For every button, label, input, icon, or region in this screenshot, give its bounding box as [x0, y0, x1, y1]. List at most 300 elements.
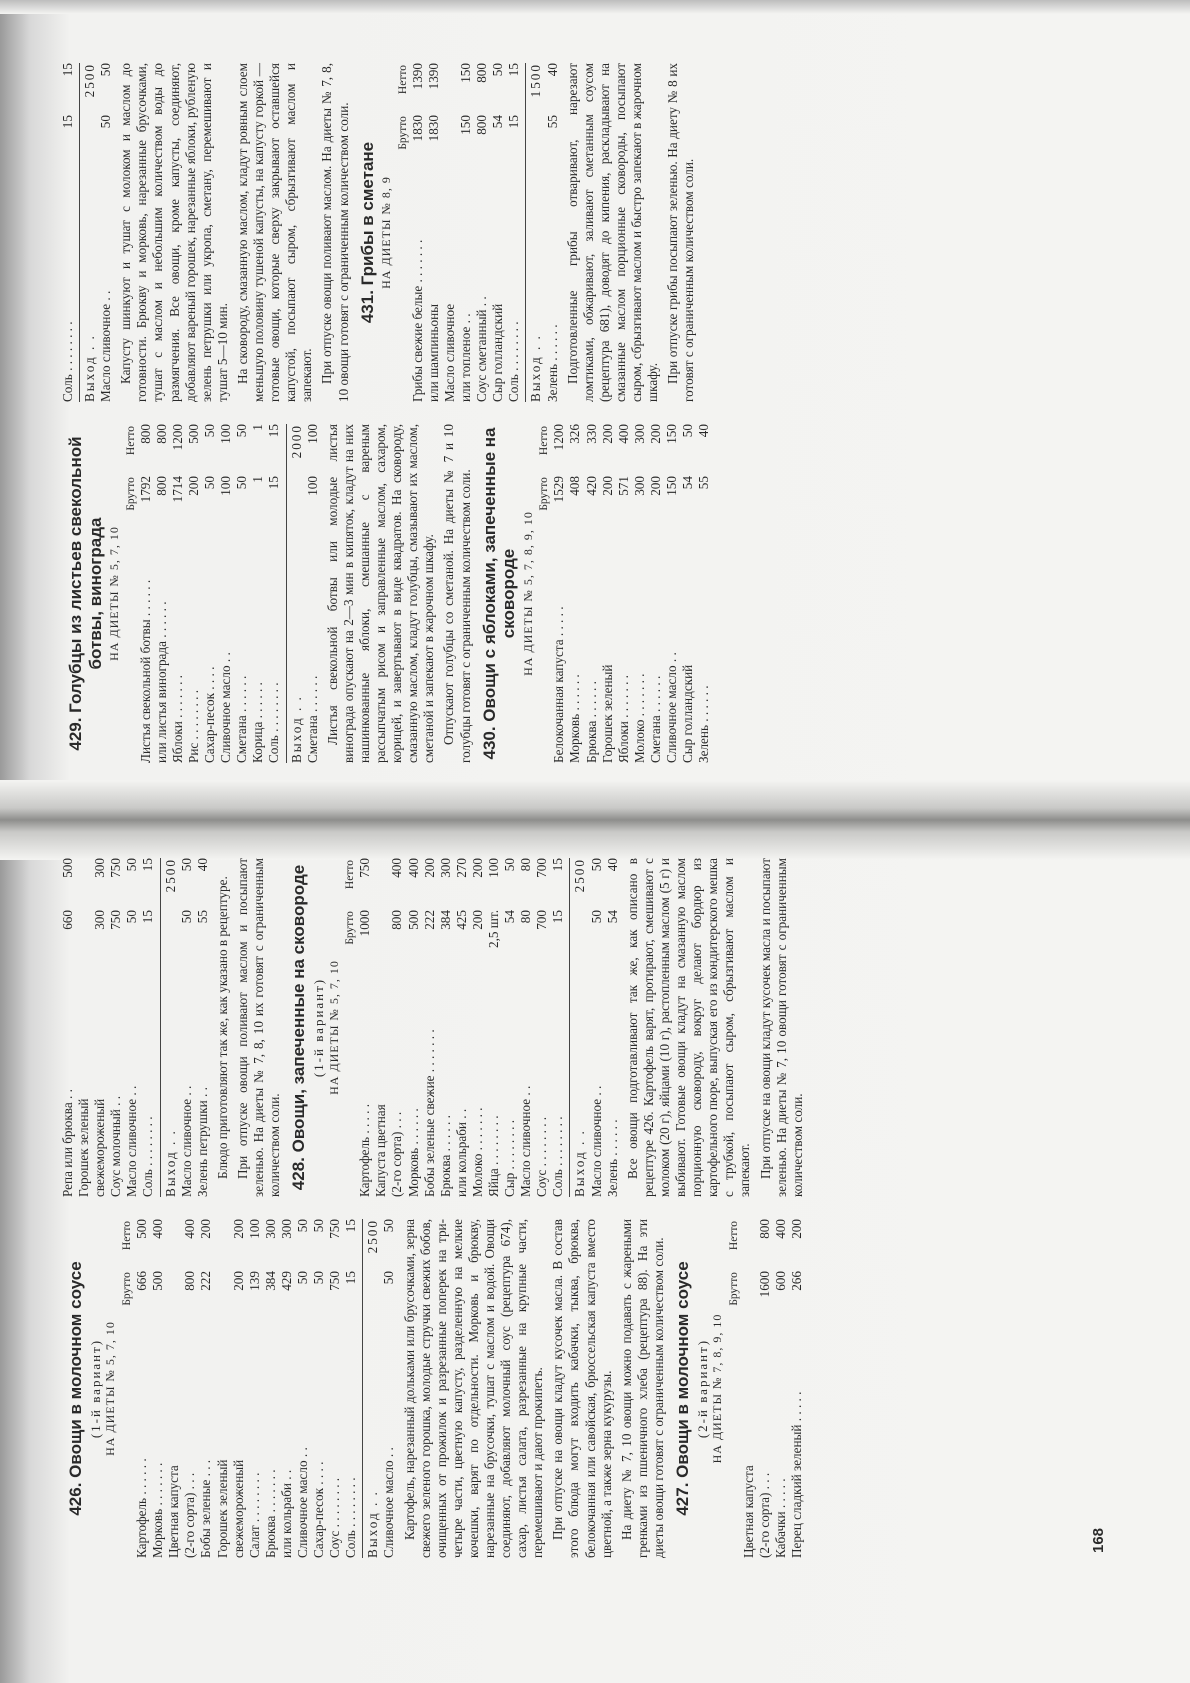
netto-value: 50	[178, 858, 194, 872]
netto-value: 300	[278, 1219, 294, 1239]
netto-value: 200	[421, 858, 437, 878]
ingredient-name: Картофель . . . . . .	[134, 1458, 150, 1558]
output-label: Выход . .	[82, 334, 98, 402]
brutto-value: 1	[250, 476, 266, 483]
ingredient-row	[76, 858, 92, 1197]
netto-value: 800	[474, 63, 490, 83]
netto-value: 330	[583, 424, 599, 444]
recipe-428-table-header	[343, 858, 357, 1197]
brutto-value: 150	[664, 476, 679, 496]
recipe-426-diets: НА ДИЕТЫ № 5, 7, 10	[103, 1321, 118, 1456]
brutto-value: 54	[490, 115, 506, 129]
ingredient-name: свежемороженый	[92, 1098, 108, 1197]
ingredient-row	[327, 1219, 343, 1558]
brutto-value: 15	[550, 910, 566, 924]
brutto-value: 429	[278, 1271, 294, 1291]
ingredient-name: (2-го сорта) . . .	[389, 1111, 405, 1197]
netto-value: 800	[137, 424, 153, 444]
ingredient-row	[422, 858, 438, 1197]
ingredient-row	[632, 424, 648, 763]
netto-value: 15	[343, 1219, 359, 1233]
brutto-value: 800	[153, 476, 169, 496]
recipe-426-text-2: При отпуске на овощи кладут кусочек масла. В состав этого блюда могут входить кабачки, тыква, брюква, белокочанная или савойская, брюссельская капуста вместо цветной, а также зерна кукурузы.	[550, 1219, 614, 1558]
output-label: Выход . .	[528, 334, 544, 402]
brutto-value: 55	[194, 910, 210, 924]
brutto-header: Брутто	[121, 1272, 134, 1306]
recipe-428-diets: НА ДИЕТЫ № 5, 7, 10	[326, 960, 341, 1095]
netto-value: 200	[647, 424, 663, 444]
recipe-427-ingredients-continued	[60, 858, 157, 1197]
recipe-427-table-header	[727, 1219, 741, 1558]
output-label: Выход . .	[288, 695, 304, 763]
brutto-value: 1000	[357, 910, 373, 937]
ingredient-row	[108, 858, 124, 1197]
ingredient-row	[410, 63, 426, 402]
recipe-430-text-3: При отпуске овощи поливают маслом. На диеты № 7, 8, 10 овощи готовят с ограниченным количеством соли.	[319, 63, 351, 402]
ingredient-row	[60, 63, 76, 402]
ingredient-name: Горошек зеленый	[214, 1459, 230, 1558]
ingredient-row	[279, 1219, 295, 1558]
ingredient-name: Грибы свежие белые . . . . . . .	[409, 239, 425, 402]
netto-value: 750	[108, 858, 124, 878]
ingredient-name: Сметана . . . . . .	[647, 675, 663, 763]
brutto-value: 54	[502, 910, 518, 924]
netto-value: 400	[773, 1219, 789, 1239]
brutto-value: 408	[567, 476, 583, 496]
recipe-430-diets: НА ДИЕТЫ № 5, 7, 8, 9, 10	[520, 511, 535, 676]
ingredient-row	[454, 858, 470, 1197]
recipe-426-variant: (1-й вариант)	[87, 1338, 103, 1439]
netto-value: 1390	[409, 63, 425, 90]
brutto-value: 15	[343, 1271, 359, 1285]
netto-value: 1390	[425, 63, 441, 90]
brutto-value: 150	[458, 115, 474, 135]
brutto-value: 1529	[551, 476, 567, 503]
netto-value: 50	[490, 63, 506, 77]
ingredient-name: Масло сливочное . .	[124, 1085, 140, 1197]
right-page-column-1	[60, 424, 1150, 763]
brutto-value: 1830	[425, 115, 441, 142]
ingredient-row	[406, 858, 422, 1197]
netto-value: 40	[544, 63, 560, 77]
recipe-428-variant: (1-й вариант)	[310, 977, 326, 1078]
ingredient-name: Масло сливочное . .	[98, 290, 114, 402]
netto-value: 40	[604, 858, 620, 872]
ingredient-row	[741, 1219, 757, 1558]
ingredient-name: Зелень . . . . . .	[696, 685, 712, 763]
recipe-429-ingredients	[138, 424, 283, 763]
ingredient-row	[357, 858, 373, 1197]
netto-value: 1200	[169, 424, 185, 451]
recipe-429-text-1: Листья свекольной ботвы или молодые листья винограда опускают на 2—3 мин в кипяток, кладут на них нашинкованные яблоки, смешанные с вареным рассыпчатым рисом и заправленные маслом, сахаром, корицей, и завертывают в виде квадратов. На сковороду, смазанную маслом, кладут голубцы, смазывают их маслом, сметаной и запекают в жарочном шкафу.	[324, 424, 437, 763]
right-page-column-2	[60, 63, 1150, 402]
brutto-value: 100	[304, 476, 320, 496]
brutto-value: 600	[773, 1271, 789, 1291]
ingredient-row	[605, 858, 621, 1197]
ingredient-row	[506, 63, 522, 402]
ingredient-name: Морковь . . . . . . .	[150, 1462, 166, 1558]
ingredient-name: Капуста цветная	[373, 1104, 389, 1197]
ingredient-row	[266, 424, 282, 763]
netto-value: 50	[502, 858, 518, 872]
ingredient-name: Масло сливочное . .	[518, 1085, 534, 1197]
ingredient-name: Яблоки . . . . . . .	[615, 675, 631, 763]
ingredient-row	[295, 1219, 311, 1558]
ingredient-name: Сливочное масло . .	[381, 1447, 397, 1558]
brutto-value: 50	[178, 910, 194, 924]
ingredient-row	[600, 424, 616, 763]
recipe-430-extra	[98, 63, 114, 402]
ingredient-row	[567, 424, 583, 763]
ingredient-name: Бобы зеленые . . .	[198, 1459, 214, 1558]
output-label: Выход . .	[162, 1129, 178, 1197]
ingredient-row	[680, 424, 696, 763]
brutto-value: 1792	[137, 476, 153, 503]
brutto-value: 750	[108, 910, 124, 930]
netto-value: 100	[486, 858, 502, 878]
ingredient-row	[231, 1219, 247, 1558]
ingredient-name: Сметана . . . . . .	[304, 675, 320, 763]
brutto-value: 384	[262, 1271, 278, 1291]
brutto-value: 384	[437, 910, 453, 930]
netto-value: 400	[389, 858, 405, 878]
ingredient-row	[92, 858, 108, 1197]
ingredient-row	[545, 63, 561, 402]
netto-value: 400	[405, 858, 421, 878]
ingredient-row	[534, 858, 550, 1197]
ingredient-name: или топленое . .	[458, 313, 474, 402]
ingredient-row	[186, 424, 202, 763]
output-value: 2500	[572, 858, 588, 893]
ingredient-name: Кабачки . . . . .	[773, 1478, 789, 1558]
netto-value: 15	[266, 424, 282, 438]
ingredient-row	[648, 424, 664, 763]
brutto-value: 660	[60, 910, 75, 930]
netto-value: 50	[588, 858, 604, 872]
brutto-value: 425	[453, 910, 469, 930]
ingredient-row	[664, 424, 680, 763]
netto-value: 15	[60, 63, 75, 77]
netto-value: 800	[757, 1219, 773, 1239]
netto-value: 50	[98, 63, 114, 77]
ingredient-row	[150, 1219, 166, 1558]
ingredient-row	[170, 424, 186, 763]
ingredient-row	[166, 1219, 182, 1558]
brutto-value: 420	[583, 476, 599, 496]
left-page-column-2	[60, 858, 1150, 1197]
netto-value: 300	[92, 858, 108, 878]
ingredient-name: или кольраби . .	[453, 1108, 469, 1197]
output-value: 2500	[162, 858, 178, 893]
netto-value: 50	[381, 1219, 397, 1233]
recipe-431-ingredients	[410, 63, 523, 402]
netto-value: 50	[680, 424, 696, 438]
netto-value: 500	[134, 1219, 150, 1239]
netto-value: 500	[186, 424, 202, 444]
ingredient-name: Соус сметанный . .	[474, 296, 490, 402]
recipe-428-ingredients	[357, 858, 566, 1197]
recipe-431-diets: НА ДИЕТЫ № 8, 9	[379, 176, 394, 289]
ingredient-row	[215, 1219, 231, 1558]
recipe-426-text-3: На диету № 7, 10 овощи можно подавать с жареными гренками из пшеничного хлеба (рецептура 88). На эти диеты овощи готовят с ограниченным количеством соли.	[618, 1219, 666, 1558]
recipe-426-butter-row	[381, 1219, 397, 1558]
netto-value: 300	[262, 1219, 278, 1239]
brutto-value: 300	[631, 476, 647, 496]
brutto-value: 15	[266, 476, 282, 490]
ingredient-name: (2-го сорта) . . .	[182, 1472, 198, 1558]
output-label: Выход . .	[572, 1129, 588, 1197]
ingredient-row	[250, 424, 266, 763]
ingredient-row	[311, 1219, 327, 1558]
ingredient-name: Соль . . . . . . . .	[550, 1116, 566, 1197]
netto-value: 150	[458, 63, 474, 83]
ingredient-name: (2-го сорта) . . .	[757, 1472, 773, 1558]
recipe-427-text-2: При отпуске овощи поливают маслом и посыпают зеленью. На диеты № 7, 8, 10 их готовят с ограниченным количеством соли.	[234, 858, 283, 1197]
ingredient-name: Сливочное масло . .	[664, 652, 679, 763]
recipe-427-title: 427. Овощи в молочном соусе	[673, 1261, 693, 1516]
brutto-value: 500	[405, 910, 421, 930]
ingredient-name: Корица . . . . . .	[250, 682, 266, 763]
brutto-header: Брутто	[396, 116, 409, 150]
brutto-value: 15	[60, 115, 75, 129]
ingredient-row	[442, 63, 458, 402]
ingredient-row	[234, 424, 250, 763]
brutto-value: 200	[186, 476, 202, 496]
netto-value: 200	[198, 1219, 214, 1239]
recipe-431-output	[525, 63, 544, 402]
brutto-value: 200	[599, 476, 615, 496]
netto-header: Нетто	[396, 65, 409, 95]
ingredient-name: Сметана . . . . . .	[234, 675, 250, 763]
right-page	[60, 63, 1150, 763]
ingredient-row	[486, 858, 502, 1197]
netto-value: 400	[615, 424, 631, 444]
ingredient-name: Сахар-песок . . . .	[202, 666, 218, 763]
ingredient-name: Соль . . . . . . . .	[60, 321, 75, 402]
recipe-428-text-1: Все овощи подготавливают так же, как описано в рецептуре 426. Картофель варят, протирают, смешивают с молоком (20 г), яйцами (10 г), растопленным маслом (5 г) и выбивают. Готовые овощи кладут на смазанную маслом порционную сковороду, вокруг делают бордюр из картофельного пюре, выпуская его из кондитерского мешка с трубкой, посыпают сыром, сбрызгивают маслом и запекают.	[624, 858, 753, 1197]
ingredient-row	[198, 1219, 214, 1558]
brutto-value: 222	[198, 1271, 214, 1291]
ingredient-row	[134, 1219, 150, 1558]
netto-header: Нетто	[124, 426, 137, 456]
ingredient-name: Соус молочный . .	[108, 1095, 124, 1197]
ingredient-row	[589, 858, 605, 1197]
recipe-429-output	[286, 424, 305, 763]
ingredient-row	[138, 424, 154, 763]
ingredient-name: Соус . . . . . . . .	[534, 1116, 550, 1197]
ingredient-name: Картофель . . . . .	[357, 1103, 373, 1197]
ingredient-name: Сыр . . . . . . . .	[502, 1119, 518, 1197]
netto-value: 100	[304, 424, 320, 444]
ingredient-name: Масло сливочное	[441, 303, 457, 402]
ingredient-row	[502, 858, 518, 1197]
left-page-column-1	[60, 1219, 1150, 1558]
recipe-429-diets: НА ДИЕТЫ № 5, 7, 10	[107, 526, 122, 661]
ingredient-name: или шампиньоны	[425, 303, 441, 402]
brutto-value: 700	[534, 910, 550, 930]
recipe-426-ingredients	[134, 1219, 359, 1558]
ingredient-name: Цветная капуста	[166, 1465, 182, 1558]
netto-value: 200	[469, 858, 485, 878]
brutto-value: 139	[246, 1271, 262, 1291]
netto-value: 1	[250, 424, 266, 431]
output-value: 2000	[288, 424, 304, 459]
ingredient-row	[474, 63, 490, 402]
ingredient-name: Морковь . . . . . .	[567, 674, 583, 763]
ingredient-row	[518, 858, 534, 1197]
brutto-value: 800	[389, 910, 405, 930]
netto-header: Нетто	[728, 1221, 741, 1251]
netto-value: 1200	[551, 424, 567, 451]
ingredient-row	[757, 1219, 773, 1558]
recipe-431-text-2: При отпуске грибы посыпают зеленью. На диету № 8 их готовят с ограниченным количеством соли.	[665, 63, 697, 402]
ingredient-name: Цветная капуста	[741, 1465, 757, 1558]
brutto-value: 1830	[409, 115, 425, 142]
brutto-value: 15	[506, 115, 522, 129]
brutto-header: Брутто	[344, 911, 357, 945]
ingredient-name: Масло сливочное . .	[588, 1085, 604, 1197]
brutto-value: 1600	[757, 1271, 773, 1298]
output-value: 1500	[528, 63, 544, 98]
brutto-value: 800	[474, 115, 490, 135]
brutto-value: 571	[615, 476, 631, 496]
ingredient-name: Яблоки . . . . . . .	[169, 675, 185, 763]
brutto-value: 50	[588, 910, 604, 924]
brutto-value: 80	[518, 910, 534, 924]
ingredient-row	[140, 858, 156, 1197]
netto-value: 50	[124, 858, 140, 872]
ingredient-name: Молоко . . . . . . .	[469, 1107, 485, 1197]
brutto-header: Брутто	[728, 1272, 741, 1306]
recipe-431-extra	[545, 63, 561, 402]
recipe-430-ingredients-continued	[60, 63, 76, 402]
ingredient-name: или листья винограда . . . . . .	[153, 601, 169, 763]
ingredient-name: Горошек зеленый	[76, 1098, 92, 1197]
brutto-header: Брутто	[538, 477, 551, 511]
output-value: 2500	[82, 63, 98, 98]
ingredient-row	[389, 858, 405, 1197]
brutto-value: 666	[134, 1271, 150, 1291]
brutto-value: 300	[92, 910, 108, 930]
ingredient-row	[789, 1219, 805, 1558]
brutto-value: 2,5 шт.	[486, 910, 502, 949]
brutto-value: 1714	[169, 476, 185, 503]
ingredient-row	[195, 858, 211, 1197]
ingredient-row	[218, 424, 234, 763]
ingredient-row	[490, 63, 506, 402]
ingredient-row	[551, 424, 567, 763]
ingredient-row	[98, 63, 114, 402]
recipe-429-title: 429. Голубцы из листьев свекольной ботвы, винограда	[66, 436, 105, 751]
netto-value: 750	[357, 858, 373, 878]
ingredient-name: или кольраби . .	[278, 1469, 294, 1558]
recipe-426-table-header	[120, 1219, 134, 1558]
netto-value: 100	[218, 424, 234, 444]
page-number: 168	[1090, 1527, 1107, 1553]
netto-value: 50	[294, 1219, 310, 1233]
recipe-427-ingredients	[741, 1219, 805, 1558]
recipe-428-title: 428. Овощи, запеченные на сковороде	[289, 864, 309, 1191]
ingredient-name: Зелень . . . . . .	[544, 324, 560, 402]
netto-value: 40	[696, 424, 712, 438]
netto-value: 300	[437, 858, 453, 878]
ingredient-name: Яйца . . . . . . . .	[486, 1115, 502, 1197]
ingredient-row	[584, 424, 600, 763]
recipe-428-text-2: При отпуске на овощи кладут кусочек масла и посыпают зеленью. На диеты № 7, 10 овощи готовят с ограниченным количеством соли.	[757, 858, 805, 1197]
ingredient-name: Бобы зеленые свежие . . . . . . .	[421, 1029, 437, 1197]
brutto-value: 222	[421, 910, 437, 930]
recipe-427-diets: НА ДИЕТЫ № 7, 8, 9, 10	[710, 1313, 725, 1464]
netto-value: 750	[327, 1219, 343, 1239]
brutto-value: 200	[647, 476, 663, 496]
brutto-value: 50	[202, 476, 218, 490]
ingredient-row	[696, 424, 712, 763]
ingredient-name: Соль . . . . . . . .	[140, 1116, 156, 1197]
ingredient-name: Сыр голландский	[490, 303, 506, 402]
brutto-value: 50	[234, 476, 250, 490]
brutto-value: 50	[294, 1271, 310, 1285]
ingredient-name: Листья свекольной ботвы . . . . . .	[137, 579, 153, 763]
recipe-428-extra	[589, 858, 621, 1197]
brutto-value: 50	[311, 1271, 327, 1285]
netto-value: 50	[234, 424, 250, 438]
ingredient-name: Сыр голландский	[680, 664, 696, 763]
ingredient-name: свежемороженый	[230, 1459, 246, 1558]
brutto-value: 55	[696, 476, 712, 490]
recipe-431-table-header	[396, 63, 410, 402]
left-page	[60, 858, 1150, 1558]
netto-value: 300	[631, 424, 647, 444]
ingredient-name: Соль . . . . . . . .	[506, 321, 522, 402]
netto-value: 200	[789, 1219, 805, 1239]
ingredient-name: Перец сладкий зеленый . . . . .	[789, 1391, 805, 1558]
ingredient-row	[179, 858, 195, 1197]
ingredient-row	[373, 858, 389, 1197]
ingredient-row	[60, 858, 76, 1197]
ingredient-row	[182, 1219, 198, 1558]
brutto-value: 50	[124, 910, 140, 924]
netto-value: 800	[153, 424, 169, 444]
netto-value: 270	[453, 858, 469, 878]
ingredient-row	[305, 424, 321, 763]
ingredient-name: Зелень . . . . . .	[604, 1119, 620, 1197]
recipe-430-text-1: Капусту шинкуют и тушат с молоком и маслом до готовности. Брюкву и морковь, нарезанные брусочками, тушат с маслом и небольшим количеством воды до размягчения. Все овощи, кроме капусты, соединяют, добавляют вареный горошек, нарезанные яблоки, рубленую зелень петрушки или укропа, сметану, перемешивают и тушат 5—10 мин.	[118, 63, 230, 402]
recipe-427-text-1: Блюдо приготовляют так же, как указано в рецептуре.	[214, 876, 230, 1179]
ingredient-name: Репа или брюква . .	[60, 1089, 75, 1197]
recipe-426-output	[362, 1219, 381, 1558]
netto-value: 326	[567, 424, 583, 444]
brutto-value: 55	[544, 115, 560, 129]
netto-value: 700	[534, 858, 550, 878]
ingredient-name: Соус . . . . . . . .	[327, 1477, 343, 1558]
recipe-430-table-header	[537, 424, 551, 763]
ingredient-name: Брюква . . . . . .	[437, 1115, 453, 1197]
ingredient-name: Морковь . . . . . .	[405, 1108, 421, 1197]
brutto-value: 750	[327, 1271, 343, 1291]
brutto-value: 500	[150, 1271, 166, 1291]
ingredient-row	[773, 1219, 789, 1558]
brutto-value: 200	[230, 1271, 246, 1291]
netto-value: 15	[140, 858, 156, 872]
netto-value: 40	[194, 858, 210, 872]
output-value: 2500	[365, 1219, 381, 1254]
brutto-value: 266	[789, 1271, 805, 1291]
ingredient-row	[438, 858, 454, 1197]
netto-value: 150	[664, 424, 679, 444]
ingredient-name: Рис . . . . . . . .	[186, 690, 202, 763]
ingredient-row	[426, 63, 442, 402]
netto-value: 500	[60, 858, 75, 878]
